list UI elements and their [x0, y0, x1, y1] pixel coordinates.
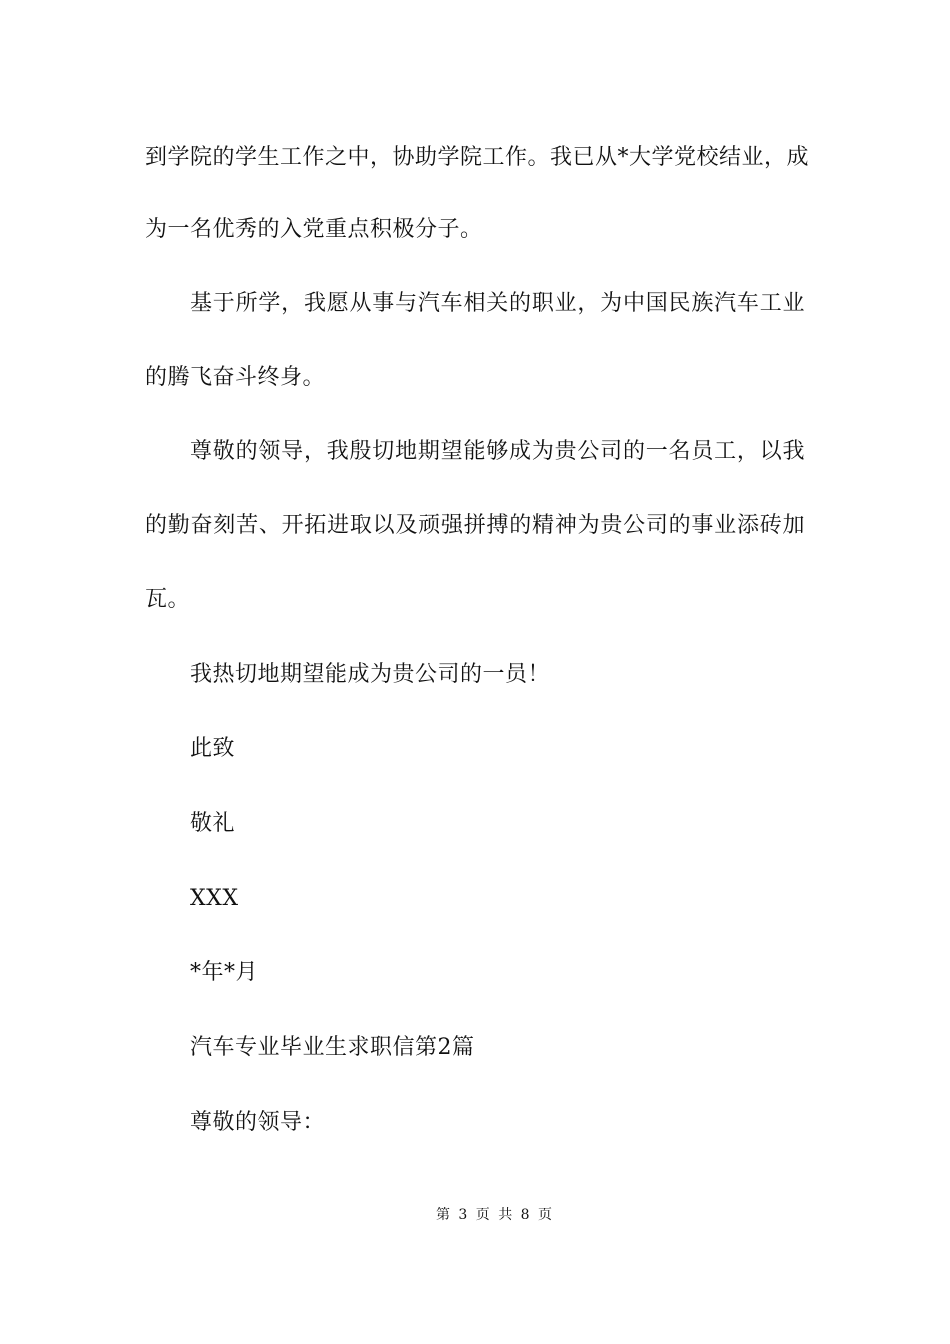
signature-date: *年*月: [190, 960, 259, 985]
body-text-line: 到学院的学生工作之中，协助学院工作。我已从*大学党校结业，成: [145, 145, 810, 170]
body-text-line: 瓦。: [145, 587, 191, 612]
paragraph-start-line: 基于所学，我愿从事与汽车相关的职业，为中国民族汽车工业: [190, 291, 805, 316]
body-text-line: 的腾飞奋斗终身。: [145, 365, 326, 390]
closing-sentence: 我热切地期望能成为贵公司的一员！: [190, 662, 551, 687]
paragraph-start-line: 尊敬的领导，我殷切地期望能够成为贵公司的一名员工，以我: [190, 439, 805, 464]
section-title: 汽车专业毕业生求职信第2篇: [190, 1035, 475, 1060]
body-text-line: 的勤奋刻苦、开拓进取以及顽强拼搏的精神为贵公司的事业添砖加: [145, 513, 805, 538]
page-number-footer: 第 3 页 共 8 页: [435, 1207, 553, 1223]
signature-name: XXX: [190, 886, 239, 911]
salutation-regards: 敬礼: [190, 811, 236, 836]
body-text-line: 为一名优秀的入党重点积极分子。: [145, 217, 483, 242]
salutation-closing: 此致: [190, 736, 236, 761]
letter-greeting: 尊敬的领导：: [190, 1110, 326, 1135]
